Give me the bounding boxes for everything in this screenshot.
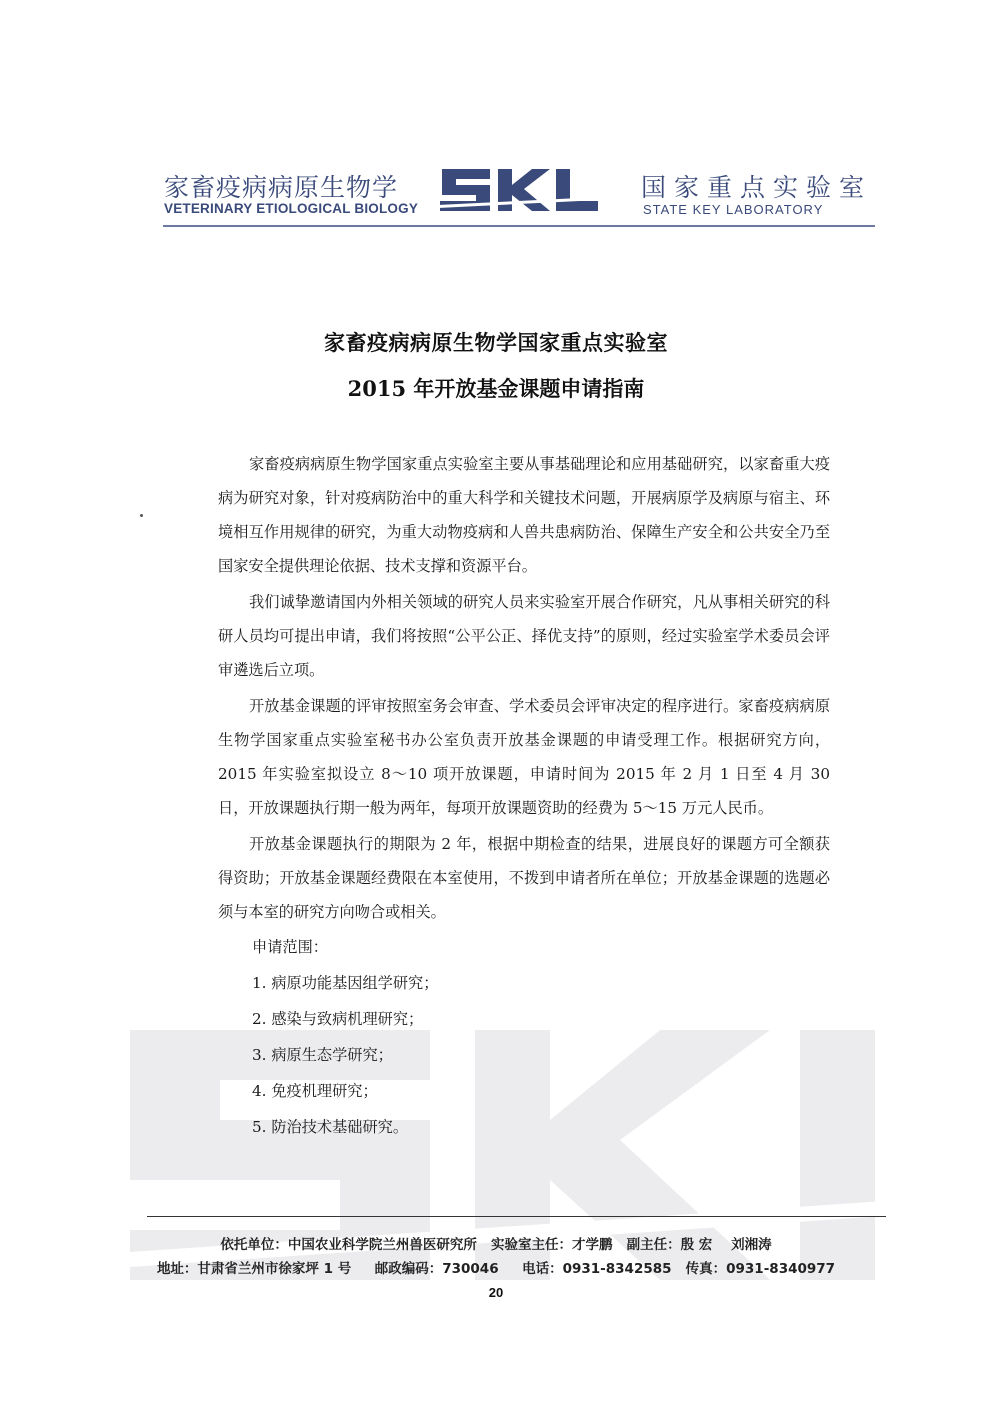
paragraph-funding: 开放基金课题执行的期限为 2 年，根据中期检查的结果，进展良好的课题方可全额获得资助；开放基金课题经费限在本室使用，不拨到申请者所在单位；开放基金课题的选题必须与本室的研究方向吻合或相关。 [218, 835, 830, 921]
lab-name-cn-left: 家畜疫病病原生物学 [164, 173, 399, 202]
footer-affiliation: 依托单位：中国农业科学院兰州兽医研究所 实验室主任：才学鹏 副主任：殷 宏 刘湘涛 [220, 1237, 772, 1253]
footer-address: 地址：甘肃省兰州市徐家坪 1 号 邮政编码：730046 电话：0931-8342585 传真：0931-8340977 [156, 1261, 836, 1277]
scan-speck [140, 514, 143, 517]
lab-name-cn-right: 国家重点实验室 [641, 173, 873, 202]
body-content [218, 447, 830, 1145]
scope-item: 3. 病原生态学研究； [252, 1046, 393, 1064]
skl-logo [438, 167, 600, 215]
skl-logo-k [498, 169, 550, 211]
paragraph-intro: 家畜疫病病原生物学国家重点实验室主要从事基础理论和应用基础研究，以家畜重大疫病为研究对象，针对疫病防治中的重大科学和关键技术问题，开展病原学及病原与宿主、环境相互作用规律的研究，为重大动物疫病和人兽共患病防治、保障生产安全和公共安全乃至国家安全提供理论依据、技术支撑和资源平台。 [218, 455, 830, 575]
doc-title-line1: 家畜疫病病原生物学国家重点实验室 [324, 330, 668, 355]
paragraph-invitation: 我们诚挚邀请国内外相关领域的研究人员来实验室开展合作研究，凡从事相关研究的科研人员均可提出申请，我们将按照“公平公正、择优支持”的原则，经过实验室学术委员会评审遴选后立项。 [218, 593, 830, 679]
scope-label: 申请范围： [252, 938, 328, 956]
page-number: 20 [488, 1285, 504, 1300]
footer-divider [147, 1216, 886, 1217]
scope-item: 4. 免疫机理研究； [252, 1082, 378, 1100]
lab-name-en-left: VETERINARY ETIOLOGICAL BIOLOGY [164, 201, 419, 216]
scope-item: 2. 感染与致病机理研究； [252, 1010, 424, 1028]
lab-name-en-right: STATE KEY LABORATORY [643, 202, 824, 217]
scope-item: 1. 病原功能基因组学研究； [252, 974, 439, 992]
doc-title-line2: 2015 年开放基金课题申请指南 [347, 376, 645, 401]
header-divider [163, 225, 875, 227]
paragraph-review: 开放基金课题的评审按照室务会审查、学术委员会评审决定的程序进行。家畜疫病病原生物学国家重点实验室秘书办公室负责开放基金课题的申请受理工作。根据研究方向，2015 年实验室拟设立 8～10 项开放课题，申请时间为 2015 年 2 月 1 日至 4 月 30 日，开放课题执行期一般为两年，每项开放课题资助的经费为 5～15 万元人民币。 [218, 697, 830, 817]
skl-logo-l [556, 169, 598, 211]
scope-item: 5. 防治技术基础研究。 [252, 1118, 409, 1136]
